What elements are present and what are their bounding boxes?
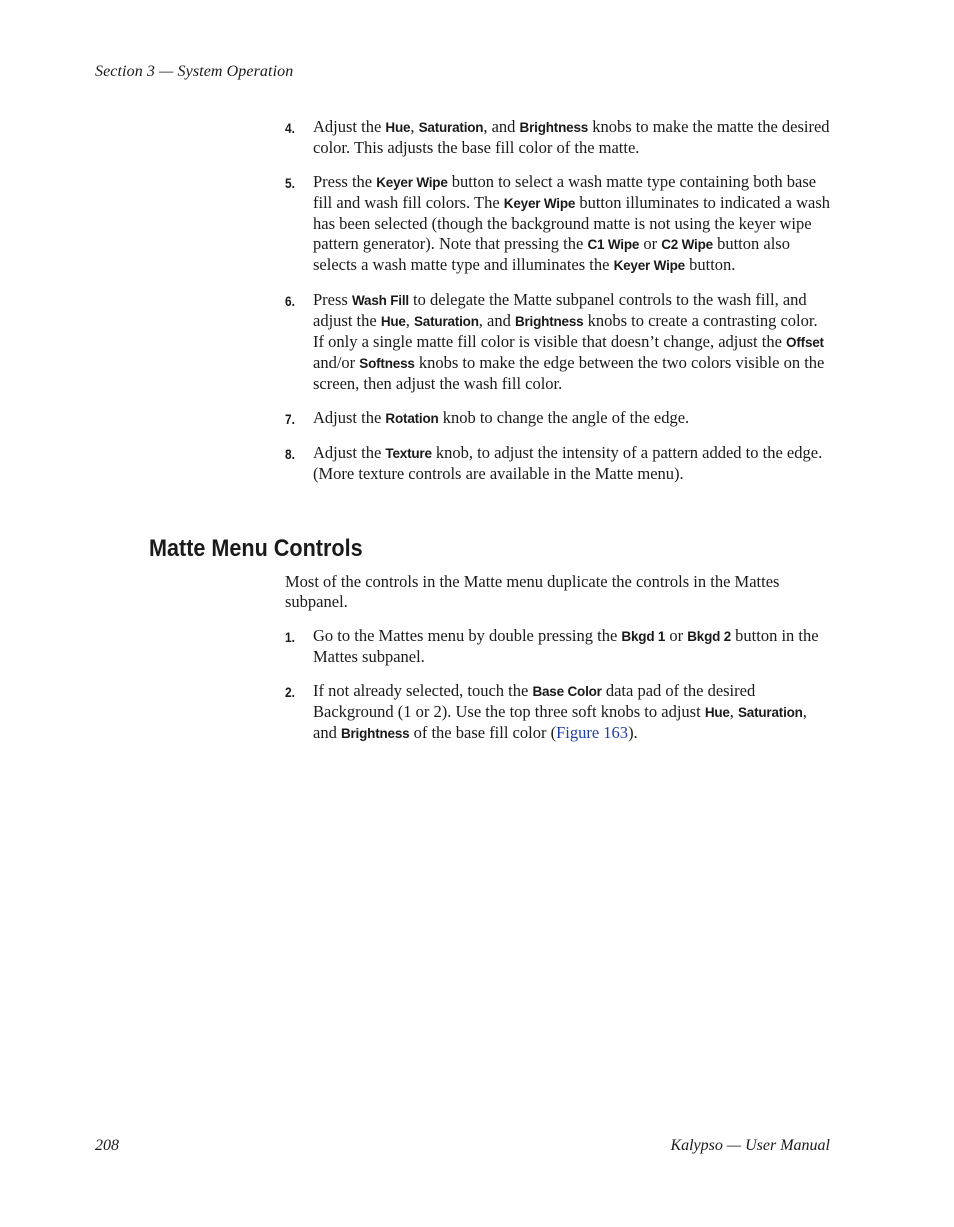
- step-text: Adjust the: [313, 443, 386, 462]
- step-number: 8.: [285, 446, 295, 462]
- list-step: [285, 626, 830, 667]
- step-text: Go to the Mattes menu by double pressing the: [313, 626, 622, 645]
- control-name: C1 Wipe: [587, 237, 640, 252]
- step-text: If not already selected, touch the: [313, 681, 533, 700]
- list-step: [285, 681, 830, 744]
- control-name: Saturation: [737, 705, 803, 720]
- control-name: Texture: [385, 446, 432, 461]
- step-text: button to select a wash matte type containing both base fill and wash fill colors. The: [313, 172, 817, 212]
- step-text: button.: [685, 255, 736, 274]
- control-name: Base Color: [532, 684, 602, 699]
- control-name: Hue: [385, 120, 411, 135]
- step-text: or: [665, 626, 688, 645]
- step-text: or: [639, 234, 662, 253]
- control-name: Wash Fill: [351, 293, 409, 308]
- step-number: 4.: [285, 120, 295, 136]
- step-text: Press the: [313, 172, 377, 191]
- step-text: knobs to make the matte the desired color. This adjusts the base fill color of the matte.: [313, 117, 830, 157]
- step-text: ,: [410, 117, 419, 136]
- procedure-list-matte-menu: [285, 626, 830, 758]
- step-text: Adjust the: [313, 117, 386, 136]
- step-number: 6.: [285, 293, 295, 309]
- step-text: and/or: [313, 353, 360, 372]
- figure-link[interactable]: Figure 163: [556, 723, 629, 742]
- step-number: 1.: [285, 629, 295, 645]
- list-step: [285, 117, 830, 158]
- control-name: Brightness: [519, 120, 589, 135]
- step-number: 7.: [285, 411, 295, 427]
- control-name: Brightness: [514, 314, 584, 329]
- section-heading: Matte Menu Controls: [149, 535, 363, 562]
- step-text: ,: [405, 311, 414, 330]
- control-name: Keyer Wipe: [613, 258, 685, 273]
- control-name: C2 Wipe: [661, 237, 713, 252]
- control-name: Rotation: [385, 411, 439, 426]
- list-step: [285, 172, 830, 276]
- section-intro: Most of the controls in the Matte menu duplicate the controls in the Mattes subpanel.: [285, 572, 780, 611]
- control-name: Saturation: [413, 314, 479, 329]
- step-number: 2.: [285, 684, 295, 700]
- step-text: Press: [313, 290, 352, 309]
- control-name: Bkgd 2: [687, 629, 732, 644]
- step-text: to delegate the Matte subpanel controls to the wash fill, and adjust the: [313, 290, 807, 330]
- step-text: , and: [478, 311, 515, 330]
- step-text: Adjust the: [313, 408, 386, 427]
- step-text: , and: [483, 117, 520, 136]
- page-number: 208: [95, 1137, 119, 1154]
- list-step: [285, 443, 830, 484]
- step-text: of the base fill color (: [409, 723, 557, 742]
- control-name: Hue: [380, 314, 406, 329]
- control-name: Saturation: [418, 120, 484, 135]
- step-text: button in the Mattes subpanel.: [313, 626, 819, 666]
- control-name: Brightness: [340, 726, 410, 741]
- control-name: Keyer Wipe: [376, 175, 448, 190]
- footer-doc-title: Kalypso — User Manual: [670, 1137, 830, 1154]
- step-text: , and: [313, 702, 807, 742]
- control-name: Keyer Wipe: [503, 196, 576, 211]
- step-number: 5.: [285, 175, 295, 191]
- control-name: Offset: [786, 335, 824, 350]
- step-text: data pad of the desired Background (1 or 2). Use the top three soft knobs to adjust: [313, 681, 756, 721]
- control-name: Softness: [359, 356, 415, 371]
- control-name: Bkgd 1: [621, 629, 666, 644]
- step-text: ,: [729, 702, 738, 721]
- running-header: Section 3 — System Operation: [95, 63, 294, 80]
- step-text: ).: [628, 723, 638, 742]
- step-text: knob, to adjust the intensity of a pattern added to the edge. (More texture controls are available in the Matte menu).: [313, 443, 823, 483]
- list-step: [285, 408, 830, 429]
- list-step: [285, 290, 830, 394]
- step-text: knobs to create a contrasting color. If only a single matte fill color is visible that doesn’t change, adjust the: [313, 311, 818, 351]
- control-name: Hue: [704, 705, 730, 720]
- step-text: button also selects a wash matte type and illuminates the: [313, 234, 790, 274]
- step-text: button illuminates to indicated a wash has been selected (though the background matte is not using the keyer wipe pattern generator). Note that pressing the: [313, 193, 830, 253]
- procedure-list-matte-adjust: [285, 117, 830, 498]
- step-text: knob to change the angle of the edge.: [438, 408, 690, 427]
- step-text: knobs to make the edge between the two colors visible on the screen, then adjust the wash fill color.: [313, 353, 825, 393]
